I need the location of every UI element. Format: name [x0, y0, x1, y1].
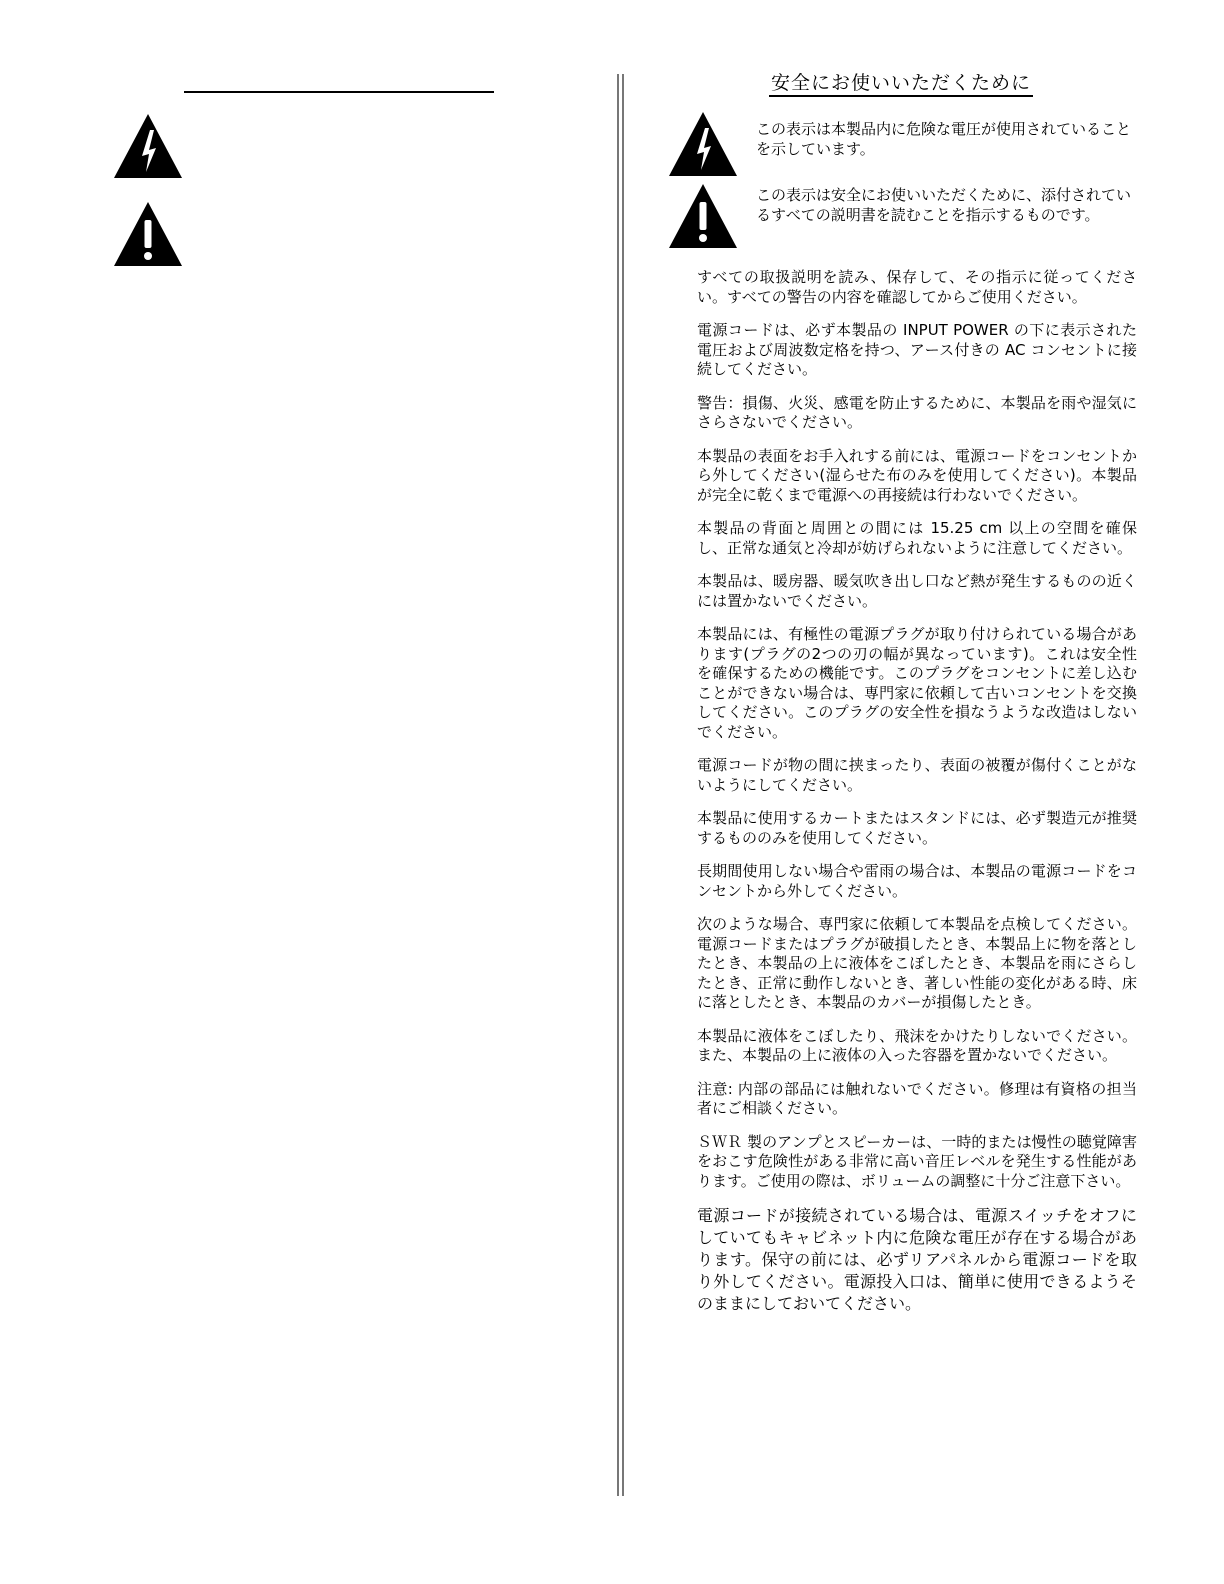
lightning-warning-icon: [112, 112, 184, 180]
paragraph: 電源コードが物の間に挟まったり、表面の被覆が傷付くことがないようにしてください。: [697, 756, 1137, 794]
page-title: [668, 70, 1134, 96]
left-heading-rule: [184, 91, 494, 93]
page-title-text: 安全にお使いいただくために: [769, 72, 1033, 97]
paragraph: 長期間使用しない場合や雷雨の場合は、本製品の電源コードをコンセントから外してください。: [697, 862, 1137, 900]
paragraph: 本製品に液体をこぼしたり、飛沫をかけたりしないでください。また、本製品の上に液体の入った容器を置かないでください。: [697, 1026, 1137, 1064]
lightning-note: この表示は本製品内に危険な電圧が使用されていることを示しています。: [756, 120, 1132, 158]
exclamation-warning-icon: [667, 182, 739, 250]
paragraph: 本製品の背面と周囲との間には 15.25 cm 以上の空間を確保し、正常な通気と冷却が妨げられないように注意してください。: [697, 519, 1137, 557]
paragraph: 本製品には、有極性の電源プラグが取り付けられている場合があります(プラグの2つの刃の幅が異なっています)。これは安全性を確保するための機能です。このプラグをコンセントに差し込むことができない場合は、専門家に依頼して古いコンセントを交換してください。このプラグの安全性を損なうような改造はしないでください。: [697, 625, 1137, 741]
paragraph: 電源コードは、必ず本製品の INPUT POWER の下に表示された電圧および周波数定格を持つ、アース付きの AC コンセントに接続してください。: [697, 321, 1137, 378]
lightning-warning-icon: [667, 110, 739, 178]
exclamation-note: この表示は安全にお使いいただくために、添付されているすべての説明書を読むことを指示するものです。: [756, 186, 1132, 224]
paragraph: 本製品は、暖房器、暖気吹き出し口など熱が発生するものの近くには置かないでください。: [697, 572, 1137, 610]
paragraph: 本製品に使用するカートまたはスタンドには、必ず製造元が推奨するもののみを使用してください。: [697, 809, 1137, 847]
safety-instructions: [697, 268, 1137, 1329]
exclamation-warning-icon: [112, 200, 184, 268]
paragraph: ＳＷＲ 製のアンプとスピーカーは、一時的または慢性の聴覚障害をおこす危険性がある非常に高い音圧レベルを発生する性能があります。ご使用の際は、ボリュームの調整に十分ご注意下さい。: [697, 1132, 1137, 1190]
paragraph: 注意: 内部の部品には触れないでください。修理は有資格の担当者にご相談ください。: [697, 1079, 1137, 1117]
paragraph: 警告：損傷、火災、感電を防止するために、本製品を雨や湿気にさらさないでください。: [697, 393, 1137, 431]
column-divider: [617, 74, 624, 1496]
paragraph: 電源コードが接続されている場合は、電源スイッチをオフにしていてもキャビネット内に危険な電圧が存在する場合があります。保守の前には、必ずリアパネルから電源コードを取り外してください。電源投入口は、簡単に使用できるようそのままにしておいてください。: [697, 1206, 1137, 1313]
paragraph: 次のような場合、専門家に依頼して本製品を点検してください。電源コードまたはプラグが破損したとき、本製品上に物を落としたとき、本製品の上に液体をこぼしたとき、本製品を雨にさらしたとき、正常に動作しないとき、著しい性能の変化がある時、床に落としたとき、本製品のカバーが損傷したとき。: [697, 915, 1137, 1011]
paragraph: 本製品の表面をお手入れする前には、電源コードをコンセントから外してください(湿らせた布のみを使用してください)。本製品が完全に乾くまで電源への再接続は行わないでください。: [697, 446, 1137, 504]
paragraph: すべての取扱説明を読み、保存して、その指示に従ってください。すべての警告の内容を確認してからご使用ください。: [697, 268, 1137, 306]
